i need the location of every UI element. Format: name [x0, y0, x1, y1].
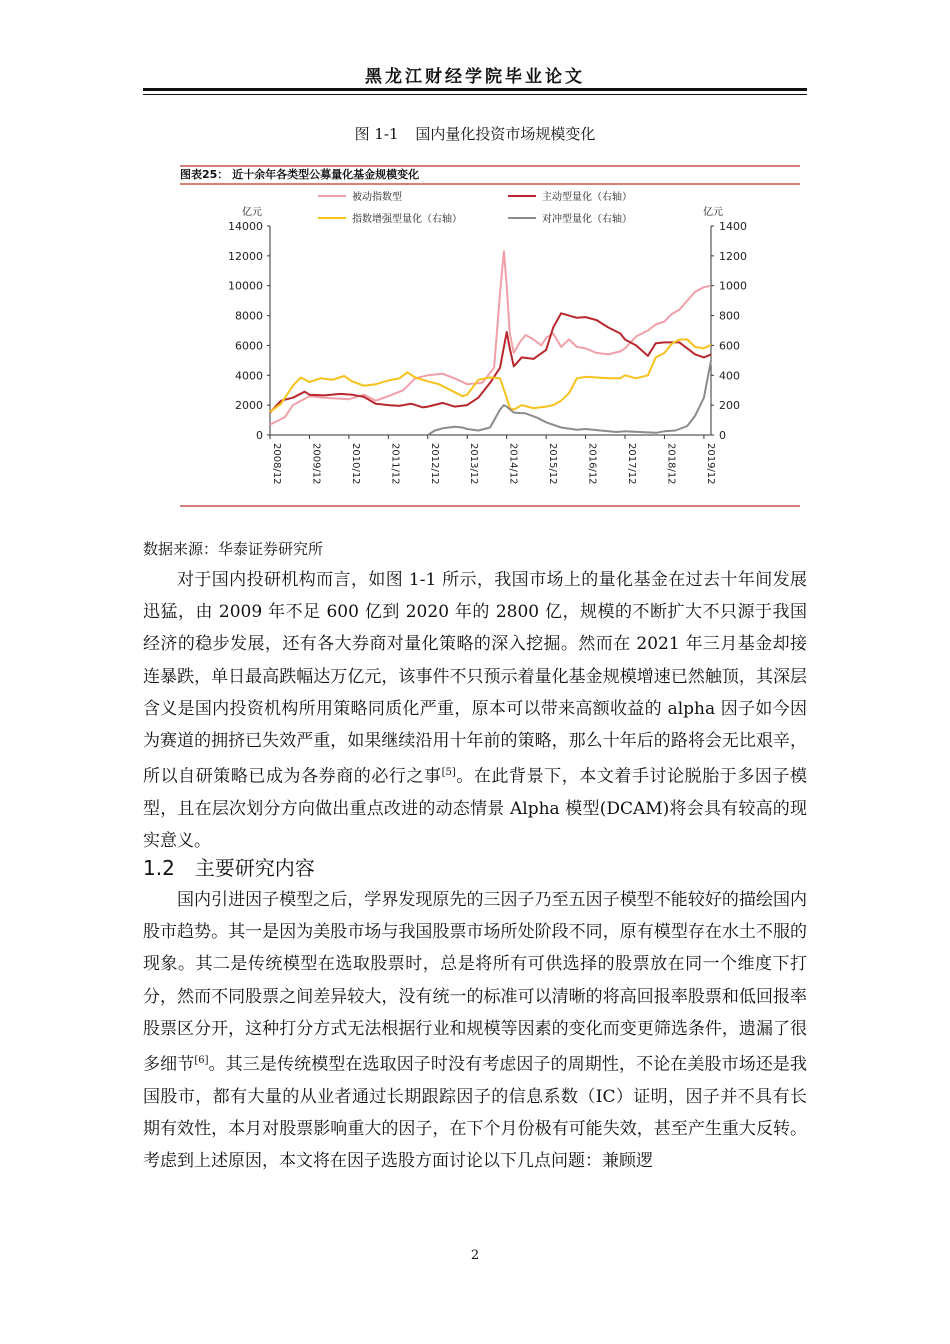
section-number: 1.2	[143, 856, 175, 880]
right-tick-label: 1200	[719, 249, 747, 263]
citation-5: [5]	[441, 767, 456, 779]
right-tick-label: 400	[719, 369, 740, 383]
paragraph-research-content	[143, 884, 807, 1177]
x-tick-label: 2018/12	[665, 443, 677, 485]
fund-scale-chart	[178, 160, 803, 512]
right-tick-label: 800	[719, 309, 740, 323]
figure-caption	[0, 123, 950, 144]
x-tick-label: 2015/12	[547, 443, 559, 485]
right-tick-label: 600	[719, 339, 740, 353]
series-line-4	[428, 360, 711, 435]
figure-source: 数据来源：华泰证券研究所	[143, 540, 324, 558]
series-line-3	[270, 340, 711, 412]
x-tick-label: 2019/12	[704, 443, 716, 485]
left-unit-label: 亿元	[242, 207, 262, 218]
left-tick-label: 6000	[235, 339, 263, 353]
para2-text: 国内引进因子模型之后，学界发现原先的三因子乃至五因子模型不能较好的描绘国内股市趋势。其一是因为美股市场与我国股票市场所处阶段不同，原有模型存在水土不服的现象。其二是传统模型在选取股票时，总是将所有可供选择的股票放在同一个维度下打分，然而不同股票之间差异较大，没有统一的标准可以清晰的将高回报率股票和低回报率股票区分开，这种打分方式无法根据行业和规模等因素的变化而变更筛选条件，遗漏了很多细节	[143, 890, 807, 1075]
x-tick-label: 2014/12	[507, 443, 519, 485]
right-tick-label: 1000	[719, 279, 747, 293]
right-tick-label: 0	[719, 429, 726, 442]
left-tick-label: 12000	[228, 249, 263, 263]
x-tick-label: 2012/12	[428, 443, 440, 485]
x-tick-label: 2010/12	[349, 443, 361, 485]
x-tick-label: 2008/12	[271, 443, 282, 485]
series-line-1	[270, 251, 711, 424]
citation-6: [6]	[194, 1055, 209, 1067]
plot-area	[228, 190, 747, 485]
figure-title: 国内量化投资市场规模变化	[415, 125, 596, 143]
para2-text-cont: 。其三是传统模型在选取因子时没有考虑因子的周期性，不论在美股市场还是我国股市，都有大量的从业者通过长期跟踪因子的信息系数（IC）证明，因子并不具有长期有效性，本月对股票影响重大的因子，在下个月份极有可能失效，甚至产生重大反转。考虑到上述原因，本文将在因子选股方面讨论以下几点问题：兼顾逻	[143, 1054, 808, 1172]
para1-text: 对于国内投研机构而言，如图 1-1 所示，我国市场上的量化基金在过去十年间发展迅猛，由 2009 年不足 600 亿到 2020 年的 2800 亿，规模的不断扩大不只源于我国经济的稳步发展，还有各大券商对量化策略的深入挖掘。然而在 2021 年三月基金却接连暴跌，单日最高跌幅达万亿元，该事件不只预示着量化基金规模增速已然触顶，其深层含义是国内投资机构所用策略同质化严重，原本可以带来高额收益的 alpha 因子如今因为赛道的拥挤已失效严重，如果继续沿用十年前的策略，那么十年后的路将会无比艰辛，所以自研策略已成为各券商的必行之事	[143, 570, 807, 787]
left-tick-label: 10000	[228, 279, 263, 293]
x-tick-label: 2013/12	[468, 443, 480, 485]
para1-text-cont: 。在此背景下，本文着手讨论脱胎于多因子模型，且在层次划分方向做出重点改进的动态情景 Alpha 模型(DCAM)将会具有较高的现实意义。	[143, 766, 808, 852]
left-tick-label: 14000	[228, 220, 263, 233]
left-tick-label: 8000	[235, 309, 263, 323]
header-rule-thin	[143, 94, 807, 95]
running-header: 黑龙江财经学院毕业论文	[365, 67, 585, 87]
left-tick-label: 0	[256, 429, 263, 442]
x-tick-label: 2017/12	[626, 443, 638, 485]
left-tick-label: 4000	[235, 369, 263, 383]
figure-number: 图 1-1	[354, 125, 399, 143]
legend-label-2: 主动型量化（右轴）	[542, 192, 632, 203]
page-number: 2	[470, 1248, 480, 1263]
x-tick-label: 2009/12	[310, 443, 322, 485]
legend-label-3: 指数增强型量化（右轴）	[352, 214, 462, 225]
chart-title: 图表25： 近十余年各类型公募量化基金规模变化	[180, 168, 420, 181]
right-tick-label: 1400	[719, 220, 747, 233]
right-unit-label: 亿元	[703, 207, 723, 218]
left-tick-label: 2000	[235, 399, 263, 413]
x-tick-label: 2016/12	[586, 443, 598, 485]
section-heading	[143, 852, 315, 881]
header-rule-thick	[143, 88, 807, 91]
section-title: 主要研究内容	[194, 856, 315, 880]
paragraph-background	[143, 564, 807, 857]
legend-label-4: 对冲型量化（右轴）	[542, 214, 632, 225]
right-tick-label: 200	[719, 399, 740, 413]
legend-label-1: 被动指数型	[352, 192, 402, 203]
x-tick-label: 2011/12	[389, 443, 401, 485]
